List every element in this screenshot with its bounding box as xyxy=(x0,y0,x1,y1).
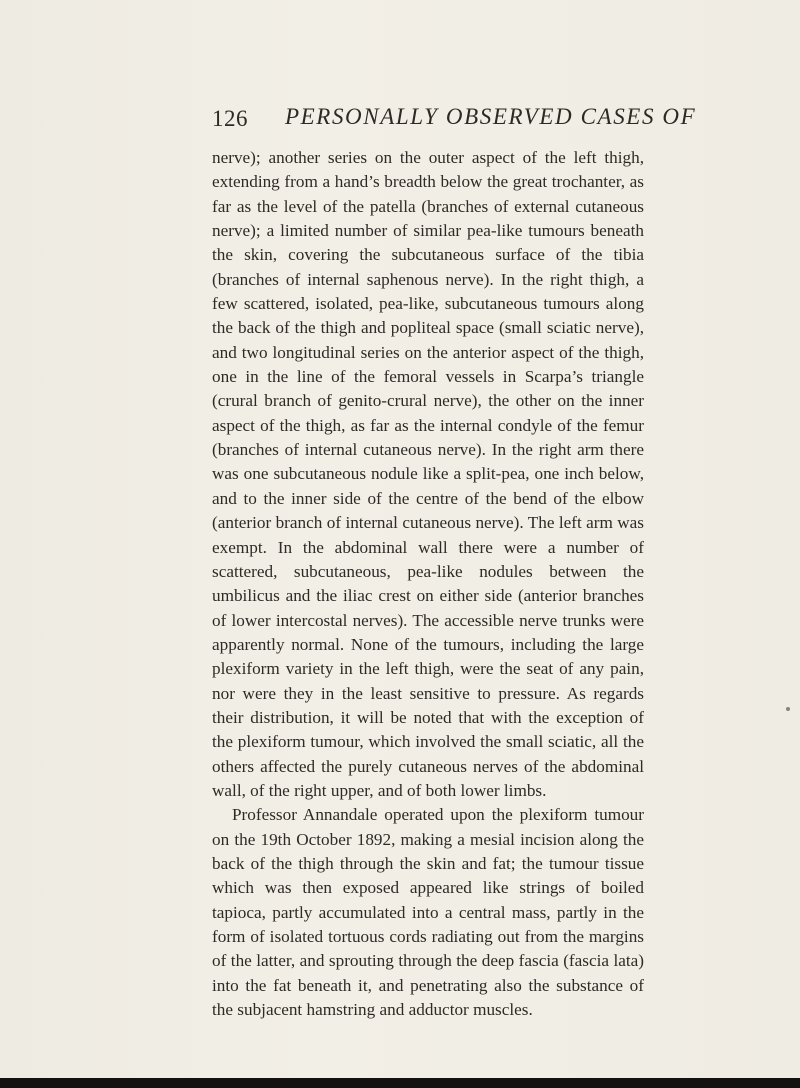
bottom-edge-shadow xyxy=(0,1078,800,1088)
paragraph-operation: Professor Annandale operated upon the plexiform tumour on the 19th October 1892, making a mesial incision along the back of the thigh through the skin and fat; the tumour tissue which was then exposed appeared like strings of boiled tapioca, partly accumulated into a central mass, partly in the form of isolated tortuous cords radiating out from the margins of the latter, and sprouting through the deep fascia (fascia lata) into the fat beneath it, and penetrating also the substance of the subjacent hamstring and adductor muscles. xyxy=(212,805,644,1020)
paragraph-continuation: nerve); another series on the outer aspect of the left thigh, extending from a hand’s breadth below the great trochanter, as far as the level of the patella (branches of external cutaneous nerve); a limited number of similar pea-like tumours beneath the skin, covering the subcutaneous surface of the tibia (branches of internal saphenous nerve). In the right thigh, a few scattered, isolated, pea-like, subcutaneous tumours along the back of the thigh and popliteal space (small sciatic nerve), and two longitudinal series on the anterior aspect of the thigh, one in the line of the femoral vessels in Scarpa’s triangle (crural branch of genito-crural nerve), the other on the inner aspect of the thigh, as far as the internal condyle of the femur (branches of internal cutaneous nerve). In the right arm there was one subcutaneous nodule like a split-pea, one inch below, and to the inner side of the centre of the bend of the elbow (anterior branch of internal cutaneous nerve). The left arm was exempt. In the abdominal wall there were a number of scattered, subcutaneous, pea-like nodules between the umbilicus and the iliac crest on either side (anterior branches of lower intercostal nerves). The accessible nerve trunks were apparently normal. None of the tumours, including the large plexiform variety in the left thigh, were the seat of any pain, nor were they in the least sensitive to pressure. As regards their distribution, it will be noted that with the exception of the plexiform tumour, which involved the small sciatic, all the others affected the purely cutaneous nerves of the abdominal wall, of the right upper, and of both lower limbs. xyxy=(212,148,644,800)
margin-speck xyxy=(786,707,790,711)
page-number: 126 xyxy=(212,106,248,131)
page-header xyxy=(212,102,697,138)
running-title: PERSONALLY OBSERVED CASES OF xyxy=(285,104,697,129)
body-text xyxy=(212,146,644,1022)
